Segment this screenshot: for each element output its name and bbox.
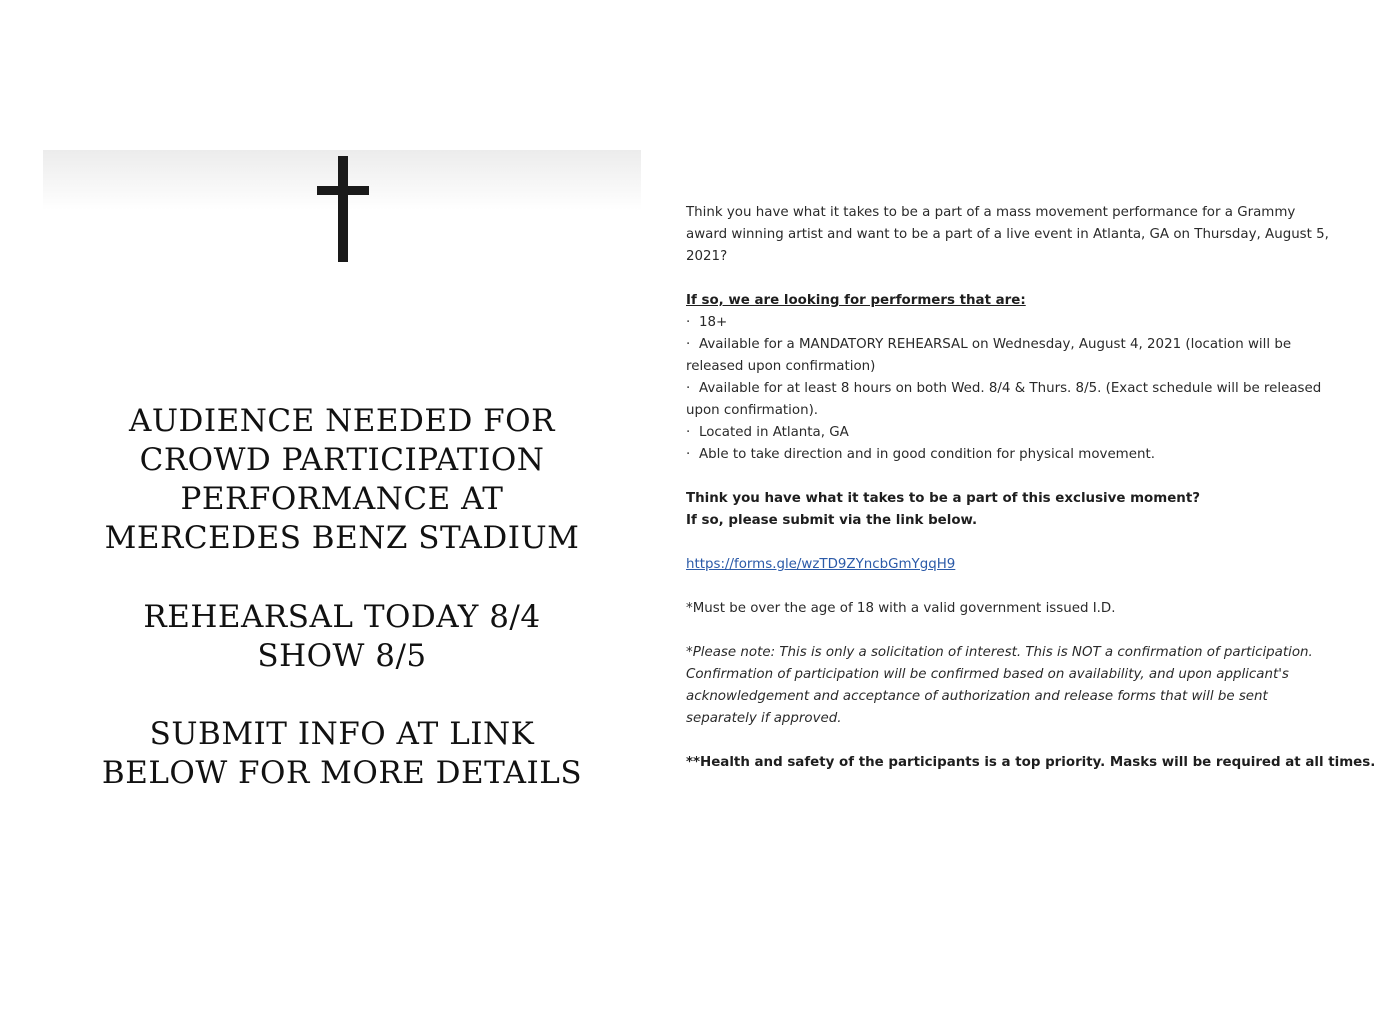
age-requirement-note: *Must be over the age of 18 with a valid government issued I.D. <box>686 601 1116 616</box>
casting-document <box>686 202 1376 774</box>
flyer-cta-line: BELOW FOR MORE DETAILS <box>101 755 583 791</box>
cta-paragraph <box>686 488 1376 532</box>
flyer-headline-line: PERFORMANCE AT <box>180 481 504 517</box>
disclaimer-line: Confirmation of participation will be confirmed based on availability, and upon applicant's <box>686 667 1289 682</box>
disclaimer-line: *Please note: This is only a solicitation of interest. This is NOT a confirmation of participation. <box>686 645 1313 660</box>
list-item-text: Able to take direction and in good condition for physical movement. <box>699 447 1155 462</box>
disclaimer-paragraph <box>686 642 1376 730</box>
requirements-list <box>686 312 1376 466</box>
flyer-headline-line: CROWD PARTICIPATION <box>139 442 545 478</box>
list-item <box>686 444 1376 466</box>
bullet-dot: · <box>686 425 691 440</box>
list-item-text: Available for a MANDATORY REHEARSAL on Wednesday, August 4, 2021 (location will be <box>699 337 1292 352</box>
flyer-panel <box>43 150 641 830</box>
list-item <box>686 378 1376 422</box>
list-item-text: upon confirmation). <box>686 403 819 418</box>
flyer-schedule-line: REHEARSAL TODAY 8/4 <box>143 599 541 635</box>
cta-line: If so, please submit via the link below. <box>686 513 978 528</box>
list-item-text: Located in Atlanta, GA <box>699 425 849 440</box>
intro-line: Think you have what it takes to be a part of a mass movement performance for a Grammy <box>686 205 1296 220</box>
cross-icon <box>317 156 369 262</box>
intro-line: award winning artist and want to be a part of a live event in Atlanta, GA on Thursday, August 5, <box>686 227 1329 242</box>
list-item-text: Available for at least 8 hours on both Wed. 8/4 & Thurs. 8/5. (Exact schedule will be released <box>699 381 1322 396</box>
flyer-call-to-action <box>43 715 641 793</box>
intro-paragraph <box>686 202 1376 268</box>
list-item <box>686 334 1376 378</box>
flyer-headline-line: AUDIENCE NEEDED FOR <box>129 403 555 439</box>
disclaimer-line: acknowledgement and acceptance of authorization and release forms that will be sent <box>686 689 1268 704</box>
list-item-text: 18+ <box>699 315 728 330</box>
cta-line: Think you have what it takes to be a part of this exclusive moment? <box>686 491 1200 506</box>
bullet-dot: · <box>686 337 691 352</box>
flyer-cta-line: SUBMIT INFO AT LINK <box>149 716 535 752</box>
flyer-schedule-line: SHOW 8/5 <box>257 638 427 674</box>
bullet-dot: · <box>686 447 691 462</box>
disclaimer-line: separately if approved. <box>686 711 842 726</box>
intro-line: 2021? <box>686 249 728 264</box>
list-item-text: released upon confirmation) <box>686 359 876 374</box>
flyer-schedule <box>43 598 641 676</box>
bullet-dot: · <box>686 381 691 396</box>
list-item <box>686 312 1376 334</box>
health-safety-note: **Health and safety of the participants is a top priority. Masks will be required at all times. <box>686 755 1376 770</box>
requirements-heading: If so, we are looking for performers that are: <box>686 293 1026 308</box>
flyer-headline-line: MERCEDES BENZ STADIUM <box>104 520 580 556</box>
flyer-headline <box>43 402 641 558</box>
list-item <box>686 422 1376 444</box>
submission-form-link[interactable]: https://forms.gle/wzTD9ZYncbGmYgqH9 <box>686 557 956 572</box>
bullet-dot: · <box>686 315 691 330</box>
